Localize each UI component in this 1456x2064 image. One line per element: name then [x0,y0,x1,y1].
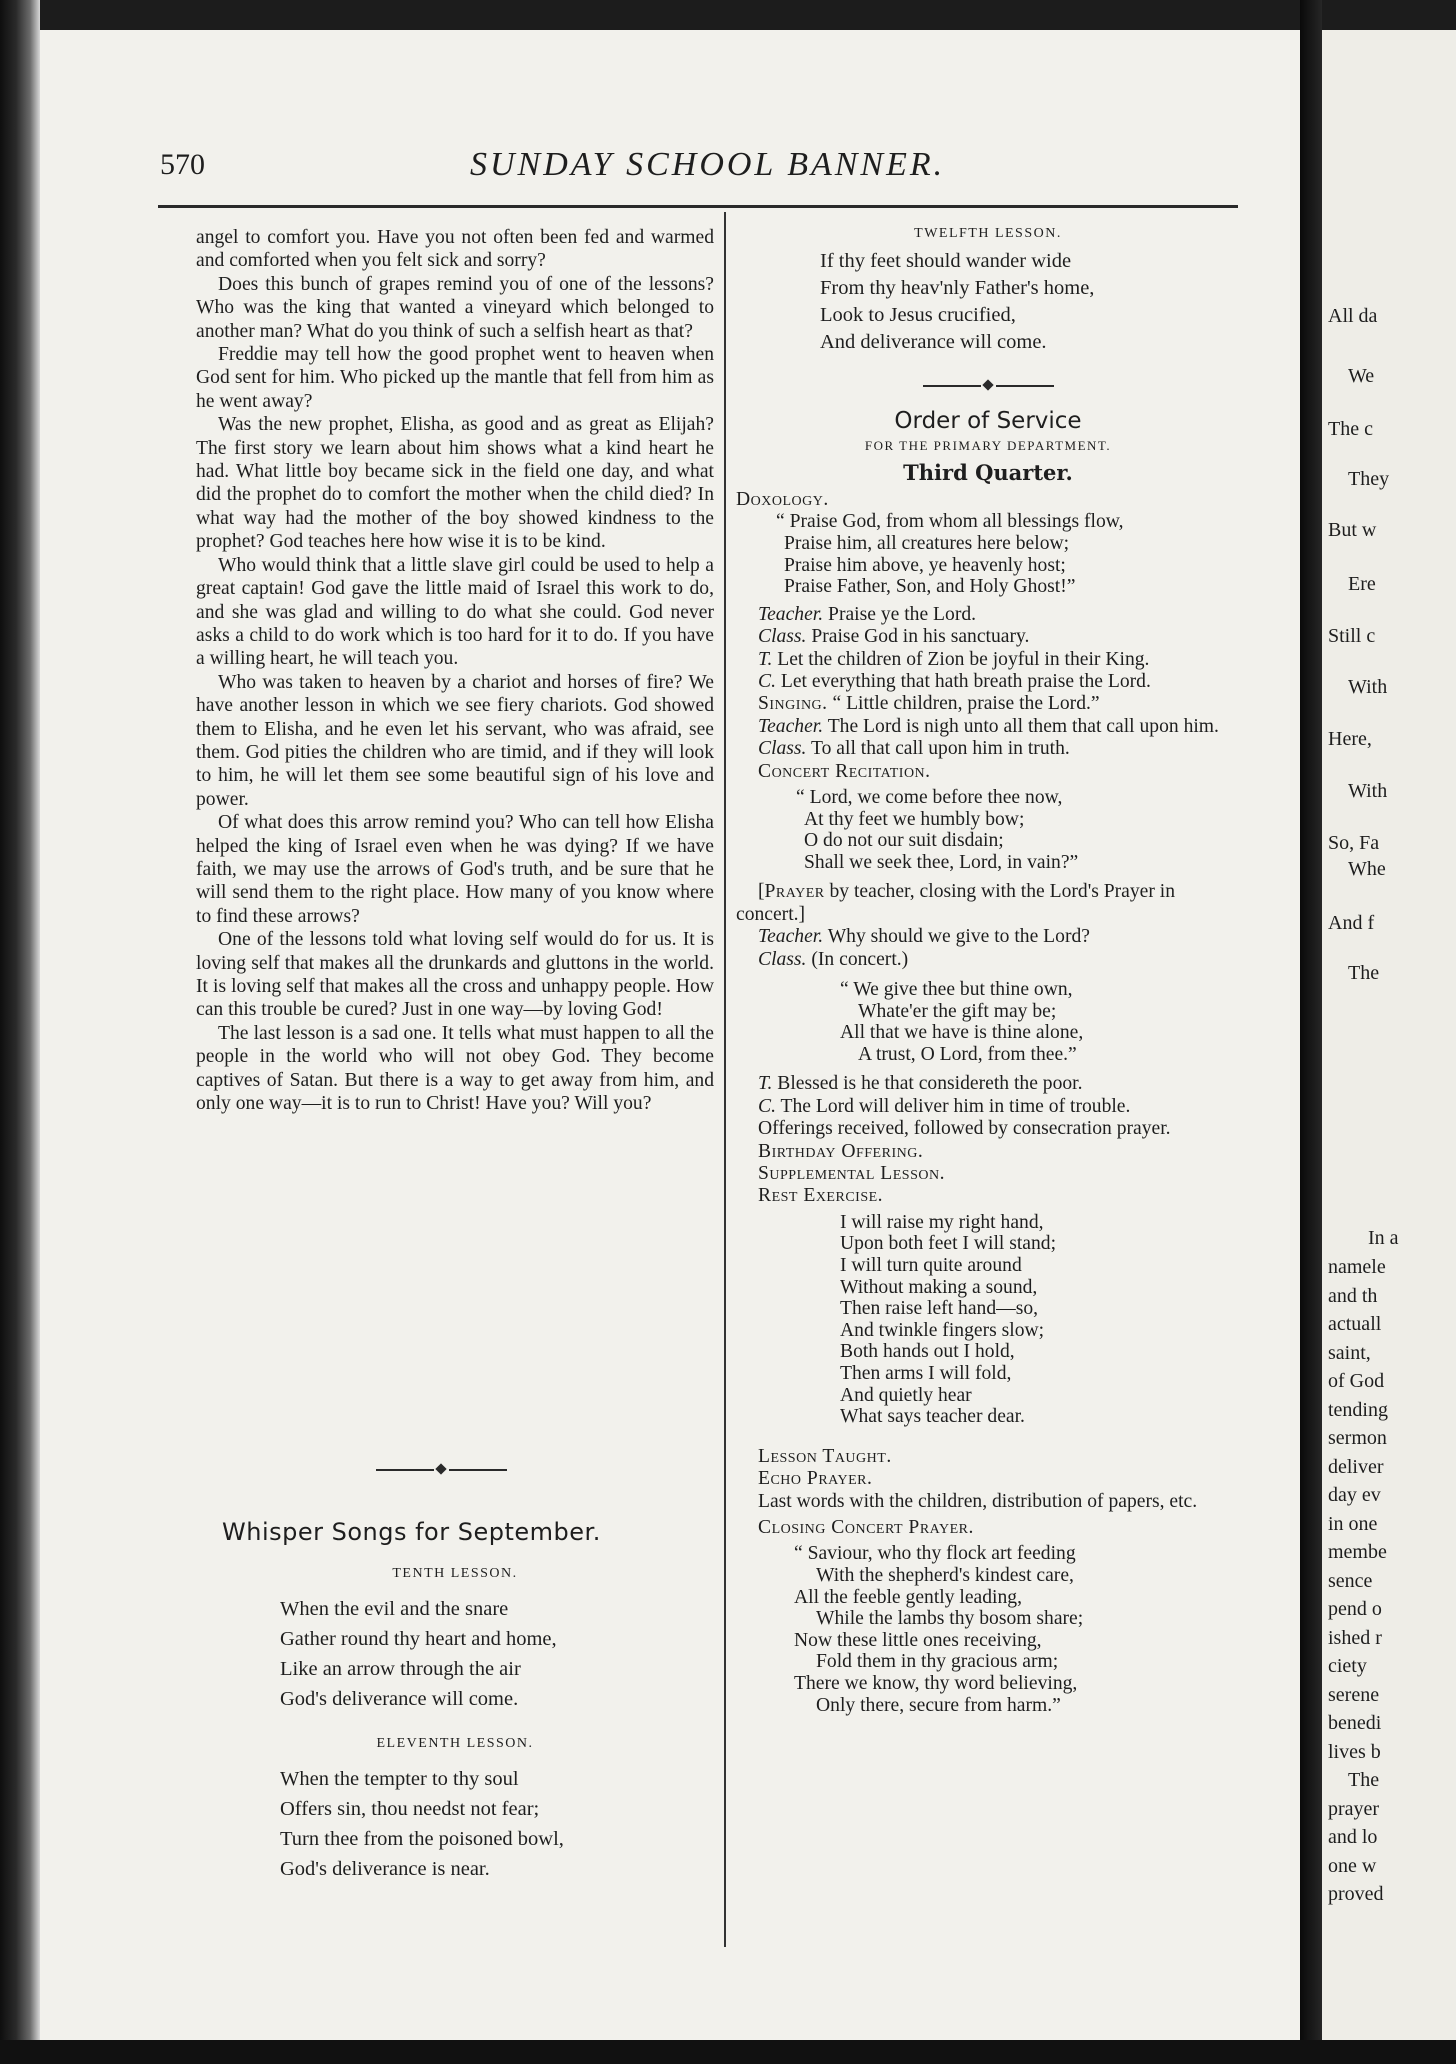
paragraph: Was the new prophet, Elisha, as good and as great as Elijah? The first story we learn about him shows what a kind heart he had. What little boy became sick in the field one day, and what did the prophet do to comfort the mother when the child died? In what way had the mother of the boy showed kindness to the prophet? God teaches here how wise it is to be kind. [196,414,714,553]
tenth-lesson [196,1566,714,1714]
offering-verse-line: “ We give thee but thine own, [840,979,1073,1001]
response-text: Why should we give to the Lord? [827,926,1090,948]
response-text: Let the children of Zion be joyful in their King. [777,648,1150,670]
closing-line: Only there, secure from harm.” [816,1694,1061,1716]
doxology-line: Praise Father, Son, and Holy Ghost!” [784,576,1076,598]
response-text: (In concert.) [811,948,909,970]
response-text: Blessed is he that considereth the poor. [777,1073,1083,1095]
facing-page-fragment: Still c [1328,625,1376,647]
response [736,649,1240,671]
rest-exercise: Rest Exercise. [758,1185,884,1207]
page-header [160,148,1240,196]
t-label: T. [758,648,773,670]
facing-page-fragment: saint, [1328,1342,1371,1364]
facing-page-fragment: Whe [1348,858,1386,880]
closing-line: While the lambs thy bosom share; [816,1608,1084,1630]
facing-page-fragment: lives b [1328,1741,1381,1763]
facing-page-fragment: In a [1368,1227,1399,1249]
response [736,626,1240,648]
facing-page-fragment: day ev [1328,1484,1381,1506]
closing-prayer-label: Closing Concert Prayer. [758,1517,974,1538]
facing-page-fragment: ished r [1328,1627,1382,1649]
facing-page-fragment: sermon [1328,1427,1387,1449]
response-text: Let everything that hath breath praise the Lord. [780,671,1151,692]
closing-line: With the shepherd's kindest care, [816,1565,1074,1586]
facing-page-fragment: tending [1328,1399,1388,1421]
c-label: C. [758,1095,776,1117]
verse-line: From thy heav'nly Father's home, [820,277,1095,299]
whisper-songs-title: Whisper Songs for September. [222,1518,601,1546]
facing-page-fragment: of God [1328,1370,1385,1392]
facing-page-fragment: ciety [1328,1655,1367,1677]
order-subtitle: FOR THE PRIMARY DEPARTMENT. [864,438,1112,453]
facing-page-fragment: The [1348,962,1380,984]
eleventh-lesson [196,1736,714,1884]
verse-line: If thy feet should wander wide [820,250,1072,272]
facing-page-fragment: deliver [1328,1456,1384,1478]
facing-page-fragment: They [1348,468,1390,490]
offering-verse-line: All that we have is thine alone, [840,1022,1084,1044]
facing-page-fragment: in one [1328,1513,1378,1535]
teacher-label: Teacher. [758,926,824,948]
teacher-label: Teacher. [758,603,824,625]
recitation-line: Shall we seek thee, Lord, in vain?” [804,851,1079,873]
offering-verse-line: Whate'er the gift may be; [858,1000,1057,1022]
lesson-heading: ELEVENTH LESSON. [376,1736,534,1751]
response-text: Praise ye the Lord. [828,603,977,625]
doxology-label: Doxology. [736,489,829,510]
right-column [736,226,1240,1716]
teacher-label: Teacher. [758,715,824,737]
facing-page-fragment: And f [1328,912,1375,934]
closing-line: “ Saviour, who thy flock art feeding [794,1543,1076,1565]
class-label: Class. [758,626,807,648]
lesson-taught: Lesson Taught. [758,1445,892,1467]
paragraph: angel to comfort you. Have you not often been fed and warmed and comforted when you felt sick and sorry? [196,227,714,272]
response [736,926,1240,948]
birthday-offering: Birthday Offering. [758,1140,924,1162]
bracket: [ [758,881,765,903]
order-of-service-title: Order of Service [894,408,1082,434]
response-text: Praise God in his sanctuary. [811,626,1030,648]
class-label: Class. [758,948,807,970]
verse-line: Look to Jesus crucified, [820,304,1016,326]
response-text: To all that call upon him in truth. [811,738,1070,760]
facing-page-fragment: sence [1328,1570,1373,1592]
section-ornament [923,376,1053,396]
facing-page-fragment: namele [1328,1256,1386,1278]
facing-page-fragment: proved [1328,1883,1384,1905]
verse-line: And deliverance will come. [820,331,1047,353]
verse-line: Turn thee from the poisoned bowl, [280,1828,564,1850]
facing-page-fragment: prayer [1328,1798,1380,1820]
facing-page-fragment: We [1348,365,1375,387]
echo-prayer: Echo Prayer. [758,1468,873,1490]
concert-recitation-label: Concert Recitation. [758,760,931,782]
verse-line: When the evil and the snare [280,1598,509,1620]
facing-page-fragment: The [1348,1769,1380,1791]
facing-page-fragment: But w [1328,519,1377,541]
facing-page-fragment: With [1348,780,1388,802]
rest-line: Without making a sound, [840,1276,1038,1298]
facing-page-fragment: and lo [1328,1826,1378,1848]
facing-page-fragment: serene [1328,1684,1380,1706]
doxology-line: Praise him, all creatures here below; [784,533,1070,554]
facing-page-fragment: So, Fa [1328,832,1380,854]
singing-line [736,693,1240,715]
singing-text: “ Little children, praise the Lord.” [832,693,1100,715]
facing-page-fragment: With [1348,676,1388,698]
last-words: Last words with the children, distribution of papers, etc. [758,1490,1198,1512]
rest-line: Upon both feet I will stand; [840,1233,1057,1255]
rest-line: What says teacher dear. [840,1406,1025,1428]
rest-line: Then arms I will fold, [840,1363,1012,1384]
c-label: C. [758,671,776,692]
scan-edge-bottom [0,2040,1456,2064]
rest-line: I will turn quite around [840,1255,1022,1277]
rest-line: And twinkle fingers slow; [840,1319,1045,1341]
doxology-line: “ Praise God, from whom all blessings flow, [776,511,1124,533]
response-text: The Lord will deliver him in time of trouble. [780,1095,1131,1117]
response [736,716,1240,738]
closing-line: Fold them in thy gracious arm; [816,1651,1059,1673]
singing-label: Singing. [758,693,828,715]
lesson-heading: TWELFTH LESSON. [914,226,1062,241]
paragraph: Of what does this arrow remind you? Who can tell how Elisha helped the king of Israel even when he was dying? If we have faith, we may use the arrows of God's truth, and be sure that he will send them to the right place. How many of you know where to find these arrows? [196,812,714,927]
running-title: SUNDAY SCHOOL BANNER. [470,146,946,183]
response-text: The Lord is nigh unto all them that call upon him. [827,715,1219,737]
offerings-line: Offerings received, followed by consecration prayer. [758,1118,1171,1140]
verse-line: Like an arrow through the air [280,1658,521,1680]
supplemental-lesson: Supplemental Lesson. [758,1163,945,1185]
facing-page-fragment: The c [1328,418,1373,440]
doxology-line: Praise him above, ye heavenly host; [784,554,1066,576]
recitation-line: At thy feet we humbly bow; [804,808,1025,830]
facing-page-fragment: Here, [1328,728,1372,750]
facing-page-fragment: membe [1328,1541,1387,1563]
facing-page-fragment: actuall [1328,1313,1382,1335]
lesson-heading: TENTH LESSON. [392,1566,518,1581]
paragraph: The last lesson is a sad one. It tells what must happen to all the people in the world who will not obey God. They become captives of Satan. But there is a way to get away from him, and only one way—it is to run to Christ! Have you? Will you? [196,1022,714,1115]
class-label: Class. [758,738,807,760]
quarter-heading: Third Quarter. [903,460,1073,485]
closing-line: All the feeble gently leading, [794,1586,1022,1608]
t-label: T. [758,1073,773,1095]
facing-page-fragment: one w [1328,1855,1377,1877]
facing-page-fragment: pend o [1328,1598,1382,1620]
facing-page-fragment: and th [1328,1285,1378,1307]
response [736,604,1240,626]
column-divider [724,212,726,1947]
prayer-text: by teacher, closing with the Lord's Prayer in concert.] [736,881,1176,925]
facing-page-fragment: benedi [1328,1712,1382,1734]
header-rule [158,205,1238,208]
response [736,738,1240,760]
page-number: 570 [160,148,205,181]
verse-line: God's deliverance will come. [280,1688,519,1710]
verse-line: God's deliverance is near. [280,1858,490,1880]
scan-edge-left [0,0,40,2064]
closing-line: Now these little ones receiving, [794,1629,1042,1651]
verse-line: When the tempter to thy soul [280,1768,519,1790]
prayer-label: Prayer [764,881,825,903]
book-gutter [1300,0,1322,2064]
rest-line: Then raise left hand—so, [840,1298,1039,1320]
paragraph: One of the lessons told what loving self would do for us. It is loving self that makes all the drunkards and gluttons in the world. It is loving self that makes all the cross and unhappy people. How can this trouble be cured? Just in one way—by loving God! [196,929,714,1021]
facing-page-fragment: Ere [1348,573,1376,595]
response [736,1096,1240,1118]
recitation-line: O do not our suit disdain; [804,830,1004,852]
closing-line: There we know, thy word believing, [794,1672,1078,1694]
verse-line: Offers sin, thou needst not fear; [280,1798,540,1820]
response [736,671,1240,693]
left-column [196,226,714,1115]
prayer-instruction [736,881,1240,926]
offering-verse-line: A trust, O Lord, from thee.” [858,1043,1077,1065]
response [736,1073,1240,1095]
rest-line: I will raise my right hand, [840,1211,1044,1233]
paragraph: Who would think that a little slave girl could be used to help a great captain! God gave the little maid of Israel this work to do, and she was glad and willing to do what she could. God never asks a child to do work which is too hard for it to do. If you have a willing heart, he will teach you. [196,554,714,670]
rest-line: And quietly hear [840,1384,972,1406]
response [736,949,1240,971]
rest-line: Both hands out I hold, [840,1341,1015,1363]
facing-page-fragment: All da [1328,305,1378,327]
recitation-line: “ Lord, we come before thee now, [796,787,1063,809]
facing-page [1322,30,1456,2040]
paragraph: Freddie may tell how the good prophet went to heaven when God sent for him. Who picked up the mantle that fell from him as he went away? [196,344,714,412]
paragraph: Does this bunch of grapes remind you of one of the lessons? Who was the king that wanted a vineyard which belonged to another man? What do you think of such a selfish heart as that? [196,273,714,342]
section-ornament [376,1460,506,1480]
paragraph: Who was taken to heaven by a chariot and horses of fire? We have another lesson in which we see fiery chariots. God showed them to Elisha, and he even let his servant, who was afraid, see them. God pities the children who are timid, and if they will look to him, he will let them see some beautiful sign of his love and power. [196,671,714,810]
verse-line: Gather round thy heart and home, [280,1628,557,1650]
